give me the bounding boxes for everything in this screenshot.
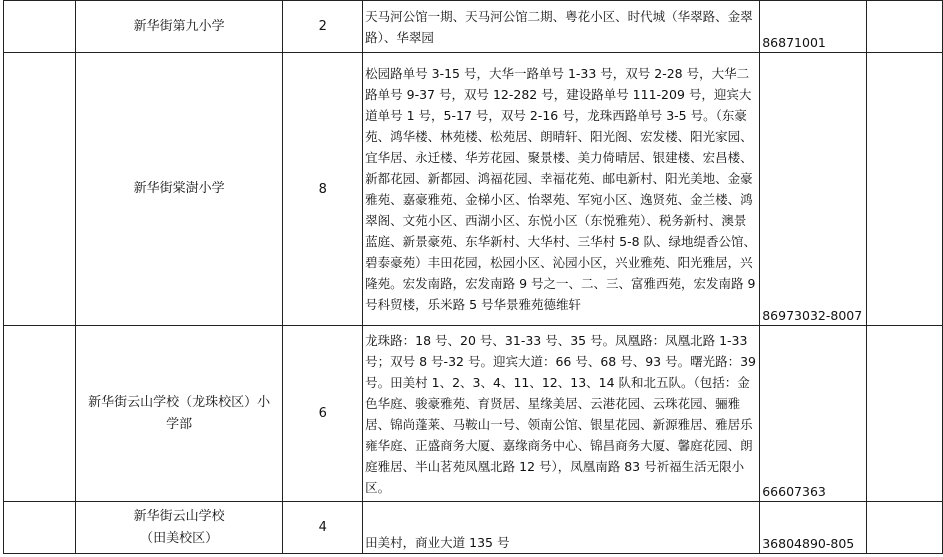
school-name: 新华街云山学校（龙珠校区）小 [88, 394, 271, 410]
school-name-cell [75, 502, 283, 554]
phone-cell [760, 53, 867, 326]
class-count: 4 [318, 520, 327, 535]
table-row [4, 1, 943, 53]
enrollment-area-cell [363, 326, 760, 502]
class-count: 2 [318, 19, 327, 34]
phone-number: 36804890-805 [762, 536, 855, 551]
phone-cell [760, 1, 867, 53]
blank-cell [867, 326, 943, 502]
school-name-continued: 学部 [166, 416, 193, 432]
school-name-continued: （田美校区） [140, 530, 219, 546]
phone-number: 86973032-8007 [762, 308, 863, 323]
school-name: 新华街棠澍小学 [133, 181, 225, 196]
class-count: 8 [318, 181, 327, 197]
enrollment-area-cell [363, 502, 760, 554]
blank-cell [4, 1, 76, 53]
table-row [4, 502, 943, 554]
blank-cell [4, 326, 76, 502]
enrollment-area-cell [363, 1, 760, 53]
phone-cell [760, 502, 867, 554]
class-count-cell [283, 53, 363, 326]
blank-cell [867, 1, 943, 53]
enrollment-area: 龙珠路：18 号、20 号、31-33 号、35 号。凤凰路：凤凰北路 1-33 号；双号 8 号-32 号。迎宾大道：66 号、68 号、93 号。曙光路：39 号。田美村 1、2、3、4、11、12、13、14 队和北五队。（包括：金色华庭、骏豪雅苑、育贤居、星缘美居、云港花园、云珠花园、骊雅居、锦尚蓬莱、马鞍山一号、领南公馆、银星花园、新源雅居、雅居乐雍华庭、正盛商务大厦、嘉缘商务中心、锦昌商务大厦、馨庭花园、朗庭雅居、半山茗苑凤凰北路 12 号），凤凰南路 83 号祈福生活无限小区。 [365, 332, 756, 495]
phone-number: 66607363 [762, 484, 826, 499]
enrollment-area: 松园路单号 3-15 号，大华一路单号 1-33 号，双号 2-28 号，大华二路单号 9-37 号，双号 12-282 号，建设路单号 111-209 号，迎宾大道单号 1 号，5-17 号，双号 2-16 号，龙珠西路单号 3-5 号。（东豪苑、鸿华楼、林苑楼、松苑居、朗晴轩、阳光阁、宏发楼、阳光家园、宜华居、永迁楼、华芳花园、聚景楼、美力倚晴居、银建楼、宏昌楼、新都花园、新都园、鸿福花园、幸福花苑、邮电新村、阳光美地、金豪雅苑、嘉豪雅苑、金梯小区、怡翠苑、军宛小区、逸贤苑、金兰楼、鸿翠阁、文苑小区、西湖小区、东悦小区（东悦雅苑）、税务新村、澳景蓝庭、新景豪苑、东华新村、大华村、三华村 5-8 队、绿地缇香公馆、碧泰豪苑）丰田花园，松园小区、沁园小区，兴业雅苑、阳光雅居，兴隆苑。宏发南路，宏发南路 9 号之一、二、三、富雅西苑，宏发南路 9 号科贸楼，乐米路 5 号华景雅苑德维轩 [365, 66, 757, 312]
blank-cell [867, 53, 943, 326]
blank-cell [867, 502, 943, 554]
table-row [4, 326, 943, 502]
school-enrollment-table [3, 0, 943, 554]
school-name: 新华街云山学校 [133, 508, 225, 524]
school-name: 新华街第九小学 [133, 18, 225, 34]
school-name-cell [75, 326, 283, 502]
phone-cell [760, 326, 867, 502]
class-count-cell [283, 1, 363, 53]
enrollment-area: 田美村，商业大道 135 号 [365, 535, 510, 550]
school-name-cell [75, 53, 283, 326]
phone-number: 86871001 [762, 35, 826, 50]
class-count: 6 [318, 406, 327, 421]
class-count-cell [283, 502, 363, 554]
table-row [4, 53, 943, 326]
school-name-cell [75, 1, 283, 53]
class-count-cell [283, 326, 363, 502]
blank-cell [4, 53, 76, 326]
enrollment-area-cell [363, 53, 760, 326]
blank-cell [4, 502, 76, 554]
enrollment-area: 天马河公馆一期、天马河公馆二期、粤花小区、时代城（华翠路、金翠路）、华翠园 [365, 8, 753, 45]
